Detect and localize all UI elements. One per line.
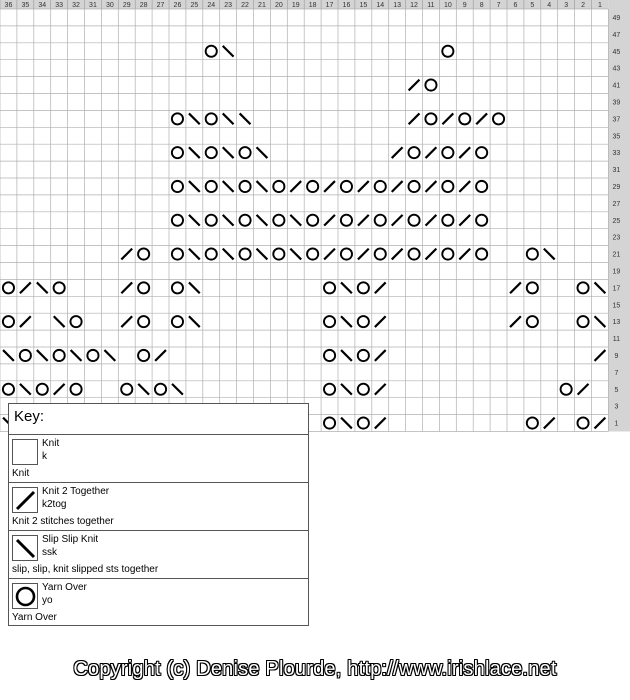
ssk-stitch [189, 316, 200, 327]
yo-stitch [527, 248, 538, 259]
row-number: 37 [612, 116, 621, 124]
yo-stitch [138, 350, 149, 361]
k2tog-stitch [392, 181, 403, 192]
ssk-stitch [341, 282, 352, 293]
row-number: 1 [614, 420, 619, 428]
ssk-stitch [189, 249, 200, 260]
yo-stitch [476, 181, 487, 192]
column-number: 33 [55, 2, 64, 9]
ssk-stitch [37, 282, 48, 293]
k2tog-stitch [392, 147, 403, 158]
yo-stitch [476, 248, 487, 259]
ssk-stitch [104, 350, 115, 361]
key-item-desc: Knit [12, 468, 30, 479]
k2tog-stitch [476, 113, 487, 124]
column-number: 23 [224, 2, 233, 9]
column-number: 18 [308, 2, 317, 9]
yo-stitch [273, 215, 284, 226]
k2tog-stitch [324, 249, 335, 260]
yo-stitch [358, 282, 369, 293]
column-number: 16 [342, 2, 351, 9]
yo-stitch [561, 384, 572, 395]
yo-stitch [206, 113, 217, 124]
row-number: 43 [612, 65, 621, 73]
yo-stitch [442, 147, 453, 158]
ssk-stitch [223, 46, 234, 57]
key-item-abbr: ssk [42, 547, 57, 558]
k2tog-stitch [426, 215, 437, 226]
row-number: 11 [612, 336, 621, 344]
yo-stitch [307, 181, 318, 192]
column-number: 10 [443, 2, 452, 9]
k2tog-stitch [324, 215, 335, 226]
ssk-stitch [544, 249, 555, 260]
key-item-knit [9, 434, 308, 483]
ssk-stitch [341, 350, 352, 361]
ssk-stitch [223, 181, 234, 192]
ssk-stitch [223, 147, 234, 158]
k2tog-stitch [459, 249, 470, 260]
k2tog-stitch [375, 418, 386, 429]
row-number: 29 [612, 183, 621, 191]
yo-stitch [206, 248, 217, 259]
k2tog-stitch [459, 147, 470, 158]
ssk-stitch [71, 350, 82, 361]
row-number: 41 [612, 82, 621, 90]
row-number: 15 [612, 302, 621, 310]
k2tog-stitch [20, 282, 31, 293]
k2tog-stitch [409, 113, 420, 124]
yo-stitch [527, 282, 538, 293]
yo-stitch [577, 282, 588, 293]
yo-stitch [408, 248, 419, 259]
ssk-stitch [189, 147, 200, 158]
yo-stitch [375, 248, 386, 259]
yo-stitch [239, 248, 250, 259]
column-number: 4 [547, 2, 552, 9]
key-item-desc: slip, slip, knit slipped sts together [12, 564, 159, 575]
key-item-desc: Knit 2 stitches together [12, 516, 114, 527]
k2tog-icon [12, 487, 38, 513]
row-number: 17 [612, 285, 621, 293]
row-number: 21 [612, 251, 621, 259]
ssk-stitch [240, 113, 251, 124]
yo-stitch [239, 181, 250, 192]
ssk-stitch [189, 282, 200, 293]
column-number: 12 [410, 2, 418, 9]
key-item-k2tog [9, 482, 308, 531]
k2tog-stitch [426, 147, 437, 158]
column-number: 31 [89, 2, 97, 9]
column-number: 3 [564, 2, 569, 9]
row-number: 27 [612, 200, 621, 208]
yo-stitch [54, 350, 65, 361]
ssk-stitch [341, 418, 352, 429]
yo-stitch [459, 113, 470, 124]
k2tog-stitch [358, 215, 369, 226]
yo-stitch [341, 215, 352, 226]
yo-stitch [54, 282, 65, 293]
ssk-stitch [257, 147, 268, 158]
row-number: 31 [612, 167, 621, 175]
column-number: 9 [462, 2, 467, 9]
yo-stitch [172, 215, 183, 226]
ssk-stitch [189, 181, 200, 192]
k2tog-stitch [459, 181, 470, 192]
k2tog-stitch [358, 181, 369, 192]
yo-stitch [172, 248, 183, 259]
yo-stitch [239, 215, 250, 226]
column-number: 21 [258, 2, 266, 9]
ssk-stitch [595, 282, 606, 293]
yo-stitch [324, 417, 335, 428]
column-number: 7 [496, 2, 501, 9]
k2tog-stitch [155, 350, 166, 361]
key-item-desc: Yarn Over [12, 612, 57, 623]
yo-stitch [307, 248, 318, 259]
k2tog-stitch [409, 80, 420, 91]
row-number: 13 [612, 319, 621, 327]
ssk-stitch [223, 215, 234, 226]
yo-stitch [408, 181, 419, 192]
ssk-stitch [172, 384, 183, 395]
k2tog-stitch [121, 282, 132, 293]
k2tog-stitch [426, 181, 437, 192]
yo-stitch [375, 181, 386, 192]
yo-stitch [138, 316, 149, 327]
k2tog-stitch [459, 215, 470, 226]
ssk-stitch [189, 113, 200, 124]
row-number: 39 [612, 99, 621, 107]
row-number: 45 [612, 48, 621, 56]
yo-stitch [70, 316, 81, 327]
column-number: 20 [274, 2, 283, 9]
ssk-stitch [3, 350, 14, 361]
ssk-stitch [138, 384, 149, 395]
k2tog-stitch [442, 113, 453, 124]
key-item-name: Slip Slip Knit [42, 534, 99, 545]
yo-stitch [3, 316, 14, 327]
yo-stitch [324, 350, 335, 361]
key-item-yo [9, 578, 308, 627]
k2tog-stitch [510, 316, 521, 327]
column-number: 36 [4, 2, 13, 9]
yo-stitch [37, 384, 48, 395]
k2tog-stitch [358, 249, 369, 260]
k2tog-stitch [324, 181, 335, 192]
column-number: 11 [427, 2, 435, 9]
k2tog-stitch [426, 249, 437, 260]
yo-stitch [442, 46, 453, 57]
row-number: 7 [614, 369, 619, 377]
yo-stitch [577, 316, 588, 327]
yo-stitch [138, 282, 149, 293]
yo-stitch [273, 248, 284, 259]
k2tog-stitch [54, 384, 65, 395]
k2tog-stitch [121, 249, 132, 260]
column-number: 19 [291, 2, 300, 9]
key-item-name: Yarn Over [42, 582, 87, 593]
yo-stitch [358, 316, 369, 327]
ssk-stitch [341, 316, 352, 327]
column-number: 28 [139, 2, 148, 9]
k2tog-stitch [375, 316, 386, 327]
ssk-stitch [595, 316, 606, 327]
yo-stitch [172, 282, 183, 293]
yo-stitch [324, 384, 335, 395]
column-number: 27 [156, 2, 165, 9]
ssk-stitch [37, 350, 48, 361]
yo-icon [12, 583, 38, 609]
ssk-stitch [54, 316, 65, 327]
row-number: 23 [612, 234, 621, 242]
yo-stitch [172, 113, 183, 124]
yo-stitch [408, 215, 419, 226]
column-number: 22 [241, 2, 249, 9]
key-item-abbr: k2tog [42, 499, 67, 510]
k2tog-stitch [290, 181, 301, 192]
yo-stitch [206, 46, 217, 57]
yo-stitch [341, 181, 352, 192]
ssk-stitch [341, 384, 352, 395]
yo-stitch [341, 248, 352, 259]
yo-stitch [206, 181, 217, 192]
yo-stitch [442, 215, 453, 226]
k2tog-stitch [578, 384, 589, 395]
ssk-stitch [257, 215, 268, 226]
yo-stitch [172, 316, 183, 327]
yo-stitch [273, 181, 284, 192]
column-number: 2 [581, 2, 586, 9]
column-number: 5 [530, 2, 535, 9]
yo-stitch [324, 282, 335, 293]
yo-stitch [358, 417, 369, 428]
yo-stitch [239, 147, 250, 158]
yo-stitch [206, 147, 217, 158]
k2tog-stitch [510, 282, 521, 293]
ssk-stitch [257, 181, 268, 192]
row-number: 19 [612, 268, 621, 276]
k2tog-stitch [375, 350, 386, 361]
column-number: 1 [597, 2, 602, 9]
yo-stitch [493, 113, 504, 124]
yo-stitch [324, 316, 335, 327]
yo-stitch [442, 181, 453, 192]
ssk-icon [12, 535, 38, 561]
yo-stitch [442, 248, 453, 259]
ssk-stitch [290, 249, 301, 260]
k2tog-stitch [595, 418, 606, 429]
row-number: 47 [612, 31, 621, 39]
yo-stitch [70, 384, 81, 395]
column-number: 17 [325, 2, 334, 9]
row-number: 5 [614, 386, 619, 394]
column-number: 34 [38, 2, 47, 9]
yo-stitch [527, 316, 538, 327]
yo-stitch [375, 215, 386, 226]
yo-stitch [358, 384, 369, 395]
key-item-abbr: yo [42, 595, 53, 606]
column-number: 26 [173, 2, 182, 9]
yo-stitch [476, 147, 487, 158]
column-number: 13 [393, 2, 402, 9]
yo-stitch [408, 147, 419, 158]
column-number: 14 [376, 2, 385, 9]
copyright-text: Copyright (c) Denise Plourde, http://www.irishlace.net [73, 658, 557, 680]
yo-stitch [155, 384, 166, 395]
yo-stitch [138, 248, 149, 259]
knit-icon [12, 439, 38, 465]
row-number: 35 [612, 133, 621, 141]
k2tog-stitch [544, 418, 555, 429]
k2tog-stitch [375, 384, 386, 395]
row-number: 3 [614, 403, 619, 411]
k2tog-stitch [392, 249, 403, 260]
yo-stitch [172, 181, 183, 192]
column-number: 15 [359, 2, 368, 9]
yo-stitch [87, 350, 98, 361]
row-number: 25 [612, 217, 621, 225]
yo-stitch [425, 113, 436, 124]
row-number: 9 [614, 352, 619, 360]
ssk-stitch [20, 384, 31, 395]
yo-stitch [172, 147, 183, 158]
k2tog-stitch [392, 215, 403, 226]
column-number: 35 [21, 2, 30, 9]
column-number: 8 [479, 2, 484, 9]
column-number: 6 [513, 2, 518, 9]
yo-stitch [476, 215, 487, 226]
yo-stitch [3, 282, 14, 293]
ssk-stitch [223, 113, 234, 124]
k2tog-stitch [595, 350, 606, 361]
yo-stitch [121, 384, 132, 395]
row-number: 49 [612, 14, 621, 22]
yo-stitch [20, 350, 31, 361]
yo-stitch [425, 79, 436, 90]
stitch-key [8, 403, 309, 626]
k2tog-stitch [375, 282, 386, 293]
column-number: 32 [72, 2, 80, 9]
ssk-stitch [290, 215, 301, 226]
key-item-name: Knit [42, 438, 60, 449]
column-number: 25 [190, 2, 199, 9]
column-number: 24 [207, 2, 216, 9]
column-number: 30 [105, 2, 114, 9]
key-item-name: Knit 2 Together [42, 486, 110, 497]
k2tog-stitch [121, 316, 132, 327]
yo-stitch [307, 215, 318, 226]
key-title: Key: [14, 408, 45, 425]
ssk-stitch [257, 249, 268, 260]
yo-stitch [527, 417, 538, 428]
key-item-abbr: k [42, 451, 47, 462]
column-number: 29 [122, 2, 131, 9]
yo-stitch [577, 417, 588, 428]
yo-stitch [206, 215, 217, 226]
yo-stitch [358, 350, 369, 361]
key-item-ssk [9, 530, 308, 579]
k2tog-stitch [20, 316, 31, 327]
ssk-stitch [189, 215, 200, 226]
row-number: 33 [612, 150, 621, 158]
yo-stitch [3, 384, 14, 395]
ssk-stitch [223, 249, 234, 260]
